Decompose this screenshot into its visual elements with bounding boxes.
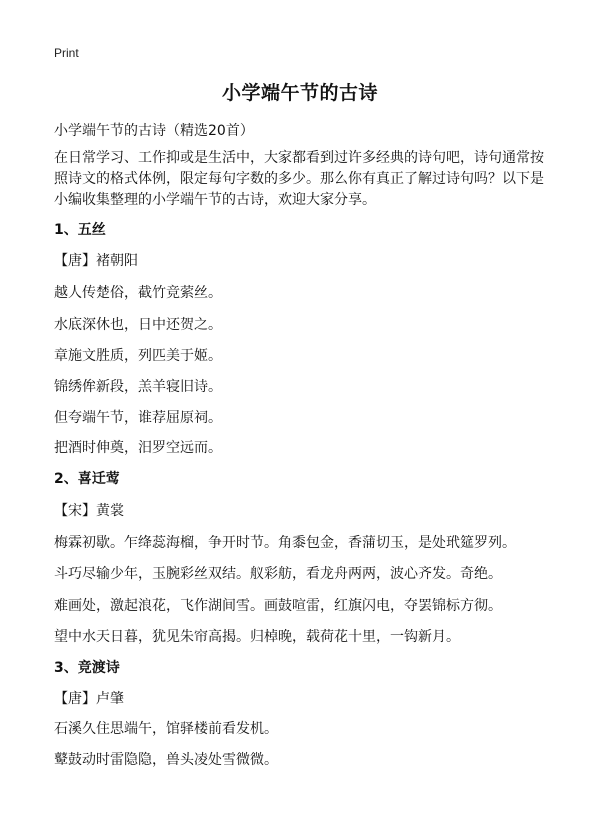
poem-line: 石溪久住思端午，馆驿楼前看发机。 xyxy=(54,721,278,737)
intro-paragraph: 在日常学习、工作抑或是生活中，大家都看到过许多经典的诗句吧，诗句通常按照诗文的格式体例，限定每句字数的多少。那么你有真正了解过诗句吗？以下是小编收集整理的小学端午节的古诗，欢迎大家分享。 xyxy=(54,150,544,208)
poem-line: 难画处，激起浪花，飞作湖间雪。画鼓喧雷，红旗闪电，夺罢锦标方彻。 xyxy=(54,598,502,614)
poem-line: 鼙鼓动时雷隐隐，兽头凌处雪微微。 xyxy=(54,752,278,768)
poem-author: 【唐】卢肇 xyxy=(54,691,124,707)
subtitle: 小学端午节的古诗（精选20首） xyxy=(54,123,254,139)
poem-line: 斗巧尽输少年，玉腕彩丝双结。舣彩舫，看龙舟两两，波心齐发。奇绝。 xyxy=(54,566,502,582)
poem-heading: 3、竞渡诗 xyxy=(54,660,120,676)
poem-line: 锦绣侔新段，羔羊寝旧诗。 xyxy=(54,379,222,395)
poem-line: 但夸端午节，谁荐屈原祠。 xyxy=(54,410,222,426)
print-label: Print xyxy=(54,46,79,60)
poem-line: 越人传楚俗，截竹竞萦丝。 xyxy=(54,285,222,301)
poem-line: 梅霖初歇。乍绛蕊海榴，争开时节。角黍包金，香蒲切玉，是处玳筵罗列。 xyxy=(54,535,516,551)
poem-line: 望中水天日暮，犹见朱帘高揭。归棹晚，载荷花十里，一钩新月。 xyxy=(54,629,460,645)
poem-line: 水底深休也，日中还贺之。 xyxy=(54,317,222,333)
page-title: 小学端午节的古诗 xyxy=(221,82,378,104)
poem-author: 【唐】褚朝阳 xyxy=(54,253,138,269)
poem-heading: 1、五丝 xyxy=(54,222,106,238)
poem-line: 章施文胜质，列匹美于姬。 xyxy=(54,348,222,364)
poem-author: 【宋】黄裳 xyxy=(54,503,124,519)
poem-heading: 2、喜迁莺 xyxy=(54,471,120,487)
poem-line: 把酒时伸奠，汨罗空远而。 xyxy=(54,440,222,456)
